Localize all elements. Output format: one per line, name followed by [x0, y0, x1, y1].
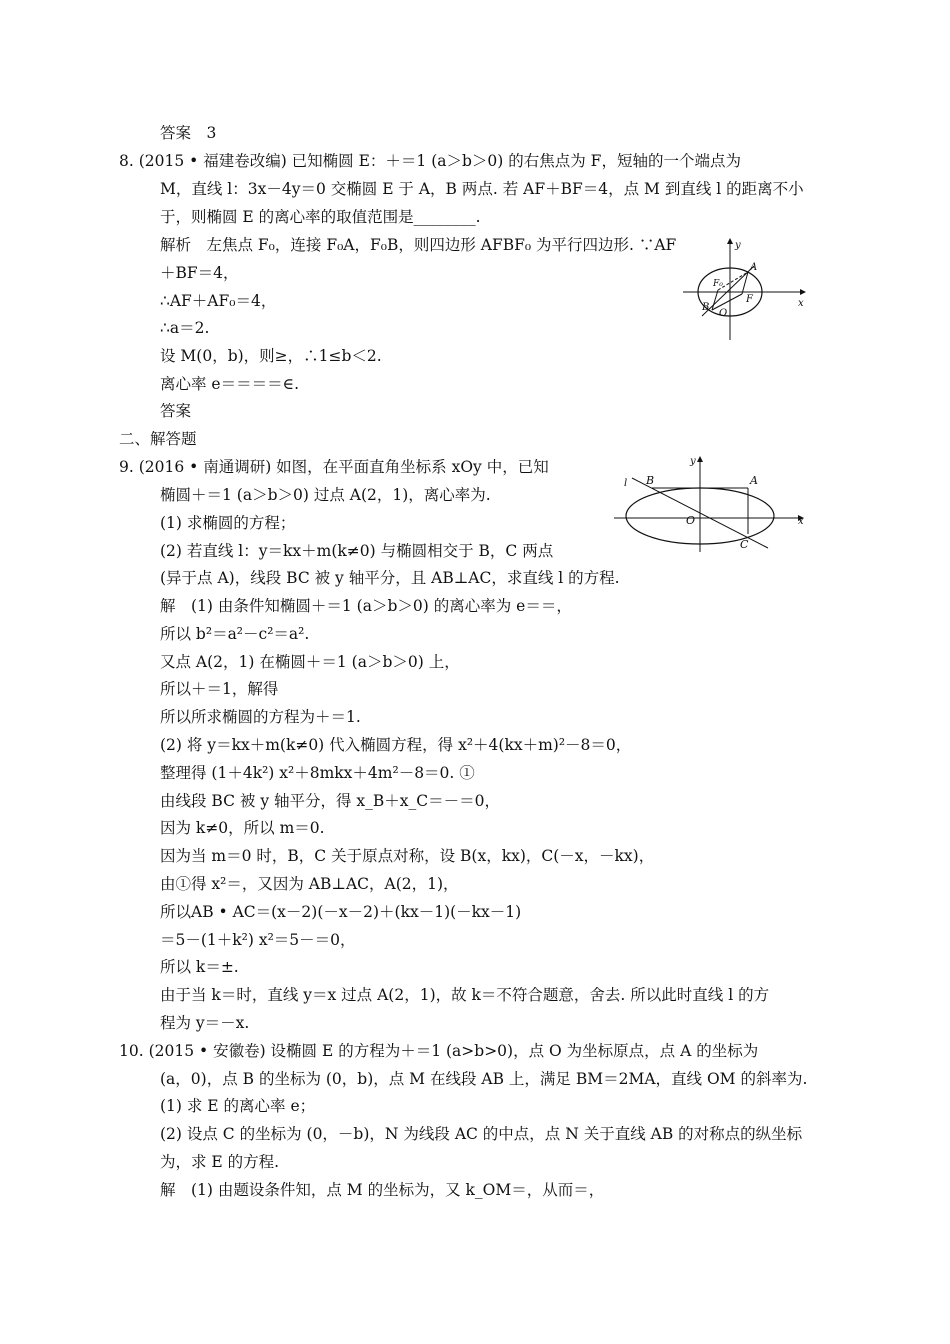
solution-9-line-15: 由于当 k＝时，直线 y＝x 过点 A(2，1)，故 k＝不符合题意，舍去. 所以此时直线 l 的方 — [160, 986, 770, 1004]
label-x: x — [798, 298, 804, 309]
label-l: l — [624, 478, 628, 489]
label-o: O — [686, 514, 696, 527]
y-axis-arrow — [697, 456, 703, 462]
problem-9-line-2: 椭圆＋＝1 (a＞b＞0) 过点 A(2，1)，离心率为. — [160, 486, 491, 504]
solution-9-line-10: 因为当 m＝0 时，B，C 关于原点对称，设 B(x，kx)，C(－x，－kx)， — [160, 847, 655, 865]
problem-10-line-5: 为，求 E 的方程. — [160, 1153, 280, 1171]
problem-10-line-3: (1) 求 E 的离心率 e； — [160, 1097, 316, 1115]
label-x: x — [798, 516, 804, 527]
label-f: F — [746, 294, 753, 305]
analysis-8-line-5: 设 M(0，b)，则≥，∴1≤b＜2. — [160, 347, 382, 365]
solution-9-line-14: 所以 k＝±. — [160, 958, 239, 976]
solution-9-line-4: 所以＋＝1，解得 — [160, 680, 279, 698]
problem-9-line-5: (异于点 A)，线段 BC 被 y 轴平分，且 AB⊥AC，求直线 l 的方程. — [160, 569, 620, 587]
analysis-8-line-4: ∴a＝2. — [160, 319, 210, 337]
label-a: A — [750, 262, 758, 273]
solution-9-line-9: 因为 k≠0，所以 m＝0. — [160, 819, 325, 837]
problem-8-line-1: 8. (2015 • 福建卷改编) 已知椭圆 E：＋＝1 (a＞b＞0) 的右焦点为 F，短轴的一个端点为 — [119, 152, 741, 170]
problem-8-line-3: 于，则椭圆 E 的离心率的取值范围是________. — [160, 208, 481, 226]
solution-9-line-1: 解 (1) 由条件知椭圆＋＝1 (a＞b＞0) 的离心率为 e＝＝， — [160, 597, 572, 615]
solution-9-line-12: 所以AB • AC＝(x－2)(－x－2)＋(kx－1)(－kx－1) — [160, 903, 522, 921]
analysis-8-line-1: 解析 左焦点 F₀，连接 F₀A，F₀B，则四边形 AFBF₀ 为平行四边形. ∵AF — [160, 236, 677, 254]
section-heading: 二、解答题 — [119, 430, 197, 448]
label-f0: F₀ — [713, 279, 723, 289]
analysis-8-line-2: ＋BF＝4， — [160, 264, 239, 282]
solution-10-line-1: 解 (1) 由题设条件知，点 M 的坐标为，又 k_OM＝，从而＝， — [160, 1181, 605, 1199]
solution-9-line-3: 又点 A(2，1) 在椭圆＋＝1 (a＞b＞0) 上， — [160, 653, 460, 671]
solution-9-line-5: 所以所求椭圆的方程为＋＝1. — [160, 708, 361, 726]
solution-9-line-7: 整理得 (1＋4k²) x²＋8mkx＋4m²－8＝0. ① — [160, 764, 475, 782]
label-b: B — [702, 302, 710, 313]
ellipse-figure-1 — [680, 236, 812, 342]
problem-10-line-4: (2) 设点 C 的坐标为 (0，－b)，N 为线段 AC 的中点，点 N 关于直线 AB 的对称点的纵坐标 — [160, 1125, 803, 1143]
label-y: y — [735, 240, 741, 251]
ellipse-figure-2 — [612, 452, 812, 556]
problem-9-line-4: (2) 若直线 l：y＝kx＋m(k≠0) 与椭圆相交于 B，C 两点 — [160, 542, 554, 560]
problem-8-line-2: M，直线 l：3x－4y＝0 交椭圆 E 于 A，B 两点. 若 AF＋BF＝4，点 M 到直线 l 的距离不小 — [160, 180, 804, 198]
x-axis-arrow — [800, 289, 806, 295]
label-a: A — [750, 474, 758, 487]
analysis-8-line-6: 离心率 e＝＝＝＝∈. — [160, 375, 300, 393]
analysis-8-line-3: ∴AF＋AF₀＝4， — [160, 292, 277, 310]
problem-9-line-3: (1) 求椭圆的方程； — [160, 514, 296, 532]
solution-9-line-6: (2) 将 y＝kx＋m(k≠0) 代入椭圆方程，得 x²＋4(kx＋m)²－8＝0， — [160, 736, 632, 754]
label-o: O — [719, 308, 728, 319]
y-axis-arrow — [727, 238, 733, 244]
answer-8: 答案 — [160, 402, 192, 420]
label-y: y — [690, 456, 696, 467]
solution-9-line-16: 程为 y＝－x. — [160, 1014, 250, 1032]
problem-9-line-1: 9. (2016 • 南通调研) 如图，在平面直角坐标系 xOy 中，已知 — [119, 458, 549, 476]
label-b: B — [646, 474, 655, 487]
solution-9-line-2: 所以 b²＝a²－c²＝a². — [160, 625, 310, 643]
answer-7: 答案 3 — [160, 124, 217, 142]
solution-9-line-11: 由①得 x²＝，又因为 AB⊥AC，A(2，1)， — [160, 875, 459, 893]
label-c: C — [740, 538, 749, 551]
problem-10-line-2: (a，0)，点 B 的坐标为 (0，b)，点 M 在线段 AB 上，满足 BM＝2MA，直线 OM 的斜率为. — [160, 1070, 808, 1088]
problem-10-line-1: 10. (2015 • 安徽卷) 设椭圆 E 的方程为＋＝1 (a>b>0)，点 O 为坐标原点，点 A 的坐标为 — [119, 1042, 759, 1060]
solution-9-line-8: 由线段 BC 被 y 轴平分，得 x_B＋x_C＝－＝0， — [160, 792, 501, 810]
solution-9-line-13: ＝5－(1＋k²) x²＝5－＝0， — [160, 931, 356, 949]
